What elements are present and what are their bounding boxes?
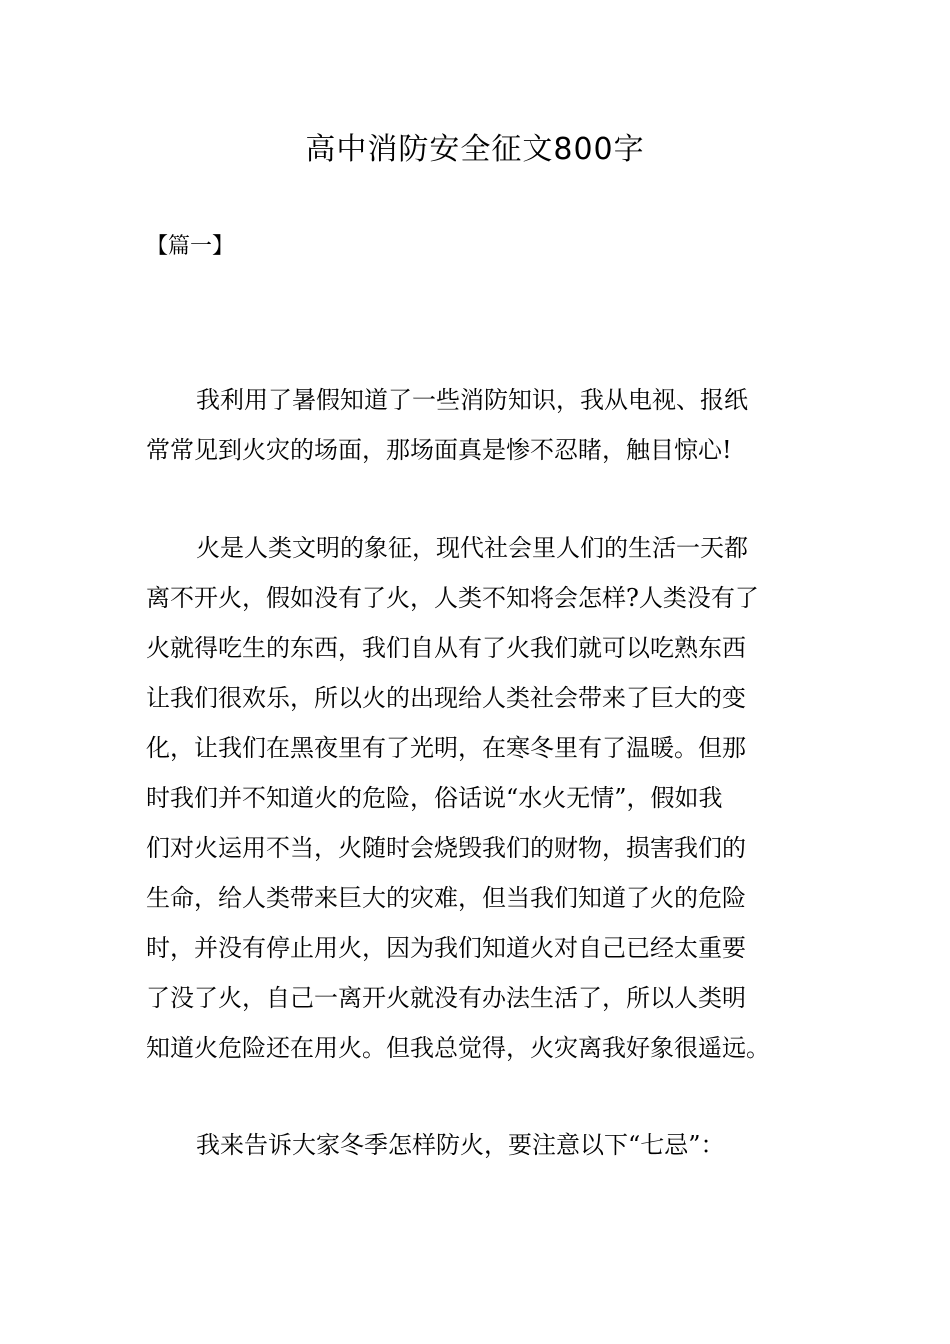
paragraph-line: 我来告诉大家冬季怎样防火，要注意以下“七忌”： [196, 1131, 725, 1159]
document-title: 高中消防安全征文800字 [305, 132, 645, 167]
paragraph-line: 我利用了暑假知道了一些消防知识，我从电视、报纸 [196, 386, 748, 414]
paragraph-2 [146, 523, 806, 1073]
paragraph-line: 让我们很欢乐，所以火的出现给人类社会带来了巨大的变 [146, 684, 746, 712]
paragraph-line: 们对火运用不当，火随时会烧毁我们的财物，损害我们的 [146, 834, 746, 862]
paragraph-line: 时我们并不知道火的危险，俗话说“水火无情”，假如我 [146, 784, 723, 812]
paragraph-line: 化，让我们在黑夜里有了光明，在寒冬里有了温暖。但那 [146, 734, 746, 762]
paragraph-1 [146, 375, 806, 475]
section-label: 【篇一】 [146, 234, 235, 259]
paragraph-line: 生命，给人类带来巨大的灾难，但当我们知道了火的危险 [146, 884, 746, 912]
paragraph-line: 了没了火，自己一离开火就没有办法生活了，所以人类明 [146, 984, 746, 1012]
paragraph-line: 离不开火，假如没有了火，人类不知将会怎样?人类没有了 [146, 584, 759, 612]
paragraph-line: 常常见到火灾的场面，那场面真是惨不忍睹，触目惊心! [146, 436, 732, 464]
paragraph-line: 时，并没有停止用火，因为我们知道火对自己已经太重要 [146, 934, 746, 962]
paragraph-line: 知道火危险还在用火。但我总觉得，火灾离我好象很遥远。 [146, 1034, 770, 1062]
paragraph-3 [146, 1120, 806, 1170]
paragraph-line: 火是人类文明的象征，现代社会里人们的生活一天都 [196, 534, 748, 562]
paragraph-line: 火就得吃生的东西，我们自从有了火我们就可以吃熟东西 [146, 634, 746, 662]
